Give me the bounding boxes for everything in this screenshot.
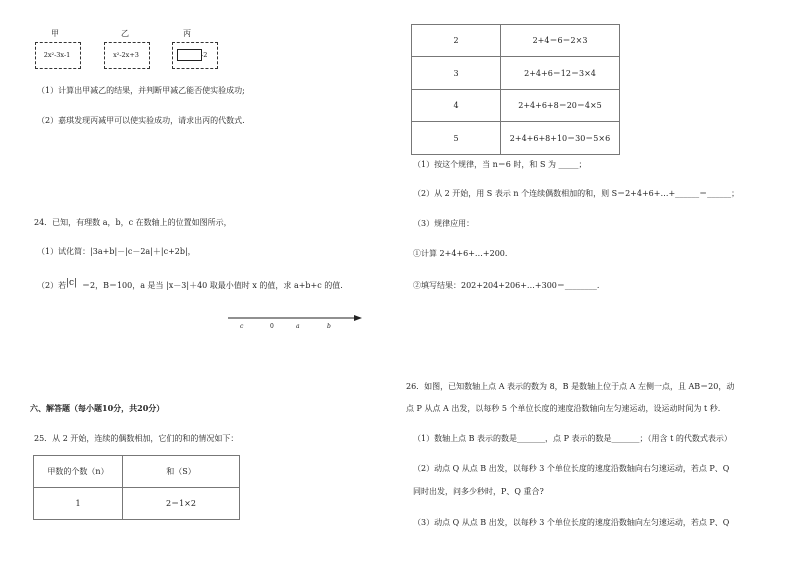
table-cell: 1	[34, 488, 123, 520]
q24-part2-rest: ＝2，B＝100，a 是当 |x－3|＋40 取最小值时 x 的值，求 a+b+c 的值.	[82, 281, 343, 290]
q25-intro: 25．从 2 开始，连续的偶数相加，它们的和的情况如下：	[34, 434, 239, 443]
q25-part3b: ②填写结果：202+204+206+…+300＝________.	[413, 281, 600, 290]
card-yi-expression: x²-2x+3	[113, 51, 139, 59]
numberline-label-0: 0	[270, 323, 274, 330]
sum-table-left	[33, 455, 240, 520]
blank-rectangle	[177, 49, 202, 61]
numberline-label-c: c	[240, 323, 244, 330]
q25-part1: （1）按这个规律，当 n＝6 时，和 S 为 _____；	[413, 160, 587, 169]
q26-line2: 点 P 从点 A 出发，以每秒 5 个单位长度的速度沿数轴向左匀速运动，设运动时间为 t 秒.	[406, 404, 721, 413]
q25-part3a: ①计算 2+4+6+…+200.	[413, 249, 508, 258]
numberline-label-a: a	[296, 323, 300, 330]
card-bing-suffix: -2	[201, 51, 208, 59]
q23-part2: （2）嘉琪发现丙减甲可以使实验成功，请求出丙的代数式.	[37, 116, 245, 125]
q24-intro: 24．已知，有理数 a，b，c 在数轴上的位置如图所示，	[34, 218, 232, 227]
table-cell: 2	[412, 25, 501, 57]
card-label-jia: 甲	[51, 29, 59, 38]
card-jia-expression: 2x²-3x-1	[43, 51, 71, 59]
section-heading: 六、解答题（每小题10分，共20分）	[30, 403, 165, 413]
q26-part1: （1）数轴上点 B 表示的数是_______，点 P 表示的数是_______；（用含 t 的代数式表示）	[413, 434, 732, 443]
q26-part2a: （2）动点 Q 从点 B 出发，以每秒 3 个单位长度的速度沿数轴向右匀速运动，若点 P、Q	[413, 464, 730, 473]
table-cell: 2+4＝6＝2×3	[501, 25, 620, 57]
q24-part1: （1）试化简：|3a+b|－|c－2a|＋|c+2b|，	[37, 247, 196, 256]
table-cell: 2+4+6＝12＝3×4	[501, 57, 620, 90]
table-cell: 2+4+6+8+10＝30＝5×6	[501, 122, 620, 155]
table-header-s: 和（S）	[123, 456, 240, 488]
q26-part2b: 同时出发，问多少秒时，P、Q 重合?	[413, 487, 544, 496]
q26-line1: 26．如图，已知数轴上点 A 表示的数为 8，B 是数轴上位于点 A 左侧一点，且 AB＝20，动	[406, 382, 735, 391]
q26-part3a: （3）动点 Q 从点 B 出发，以每秒 3 个单位长度的速度沿数轴向左匀速运动，若点 P、Q	[413, 518, 730, 527]
table-header-n: 甲数的个数（n）	[34, 456, 123, 488]
q24-part2-prefix: （2）若	[37, 281, 67, 290]
card-label-bing: 丙	[183, 29, 191, 38]
table-cell: 5	[412, 122, 501, 155]
card-label-yi: 乙	[121, 29, 129, 38]
q25-part3: （3）规律应用：	[413, 219, 475, 228]
q23-part1: （1）计算出甲减乙的结果，并判断甲减乙能否使实验成功;	[37, 86, 245, 95]
numberline-label-b: b	[327, 323, 331, 330]
q24-abs-c: |c|	[66, 278, 78, 288]
table-cell: 2+4+6+8＝20＝4×5	[501, 90, 620, 122]
table-cell: 4	[412, 90, 501, 122]
table-cell: 3	[412, 57, 501, 90]
sum-table-right	[411, 24, 620, 155]
table-cell: 2＝1×2	[123, 488, 240, 520]
q25-part2: （2）从 2 开始，用 S 表示 n 个连续偶数相加的和，则 S＝2+4+6+…+______＝______；	[413, 189, 740, 198]
